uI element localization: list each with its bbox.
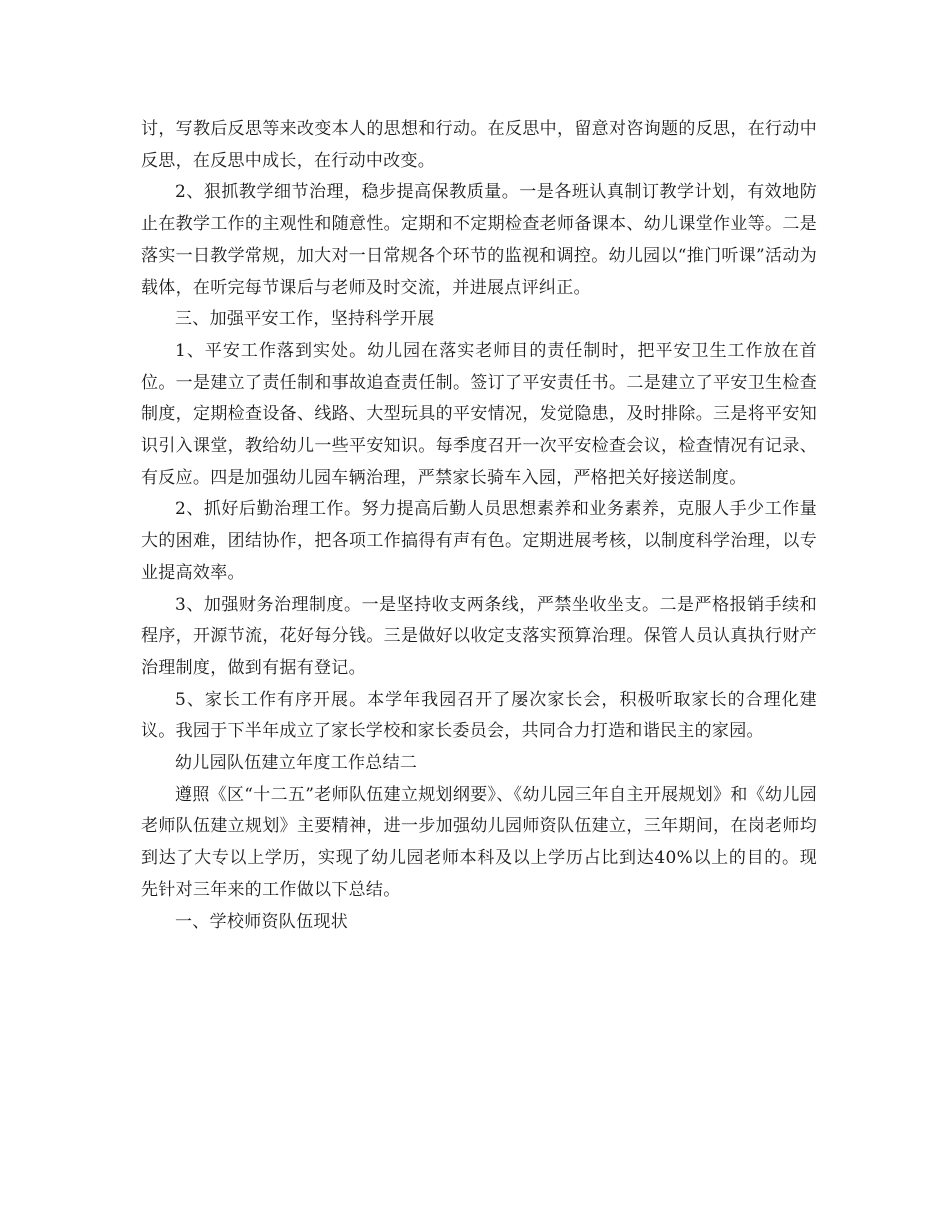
- paragraph: 2、抓好后勤治理工作。努力提高后勤人员思想素养和业务素养，克服人手少工作量大的困难，团结协作，把各项工作搞得有声有色。定期进展考核，以制度科学治理，以专业提高效率。: [141, 499, 817, 583]
- document-body: [141, 114, 817, 938]
- paragraph: 2、狠抓教学细节治理，稳步提高保教质量。一是各班认真制订教学计划，有效地防止在教学工作的主观性和随意性。定期和不定期检查老师备课本、幼儿课堂作业等。二是落实一日教学常规，加大对一日常规各个环节的监视和调控。幼儿园以“推门听课”活动为载体，在听完每节课后与老师及时交流，并进展点评纠正。: [141, 182, 817, 298]
- paragraph: 5、家长工作有序开展。本学年我园召开了屡次家长会，积极听取家长的合理化建议。我园于下半年成立了家长学校和家长委员会，共同合力打造和谐民主的家园。: [141, 689, 817, 742]
- document-subtitle: 幼儿园队伍建立年度工作总结二: [175, 753, 418, 774]
- paragraph: 1、平安工作落到实处。幼儿园在落实老师目的责任制时，把平安卫生工作放在首位。一是建立了责任制和事故追查责任制。签订了平安责任书。二是建立了平安卫生检查制度，定期检查设备、线路、大型玩具的平安情况，发觉隐患，及时排除。三是将平安知识引入课堂，教给幼儿一些平安知识。每季度召开一次平安检查会议，检查情况有记录、有反应。四是加强幼儿园车辆治理，严禁家长骑车入园，严格把关好接送制度。: [141, 340, 817, 488]
- section-heading: 一、学校师资队伍现状: [175, 911, 348, 932]
- paragraph-continued: 讨，写教后反思等来改变本人的思想和行动。在反思中，留意对咨询题的反思，在行动中反思，在反思中成长，在行动中改变。: [141, 119, 817, 171]
- paragraph: 3、加强财务治理制度。一是坚持收支两条线，严禁坐收坐支。二是严格报销手续和程序，开源节流，花好每分钱。三是做好以收定支落实预算治理。保管人员认真执行财产治理制度，做到有据有登记。: [141, 594, 817, 678]
- section-heading: 三、加强平安工作，坚持科学开展: [175, 309, 435, 330]
- paragraph: 遵照《区“十二五”老师队伍建立规划纲要》、《幼儿园三年自主开展规划》和《幼儿园老师队伍建立规划》主要精神，进一步加强幼儿园师资队伍建立，三年期间，在岗老师均到达了大专以上学历，实现了幼儿园老师本科及以上学历占比到达40%以上的目的。现先针对三年来的工作做以下总结。: [141, 784, 817, 900]
